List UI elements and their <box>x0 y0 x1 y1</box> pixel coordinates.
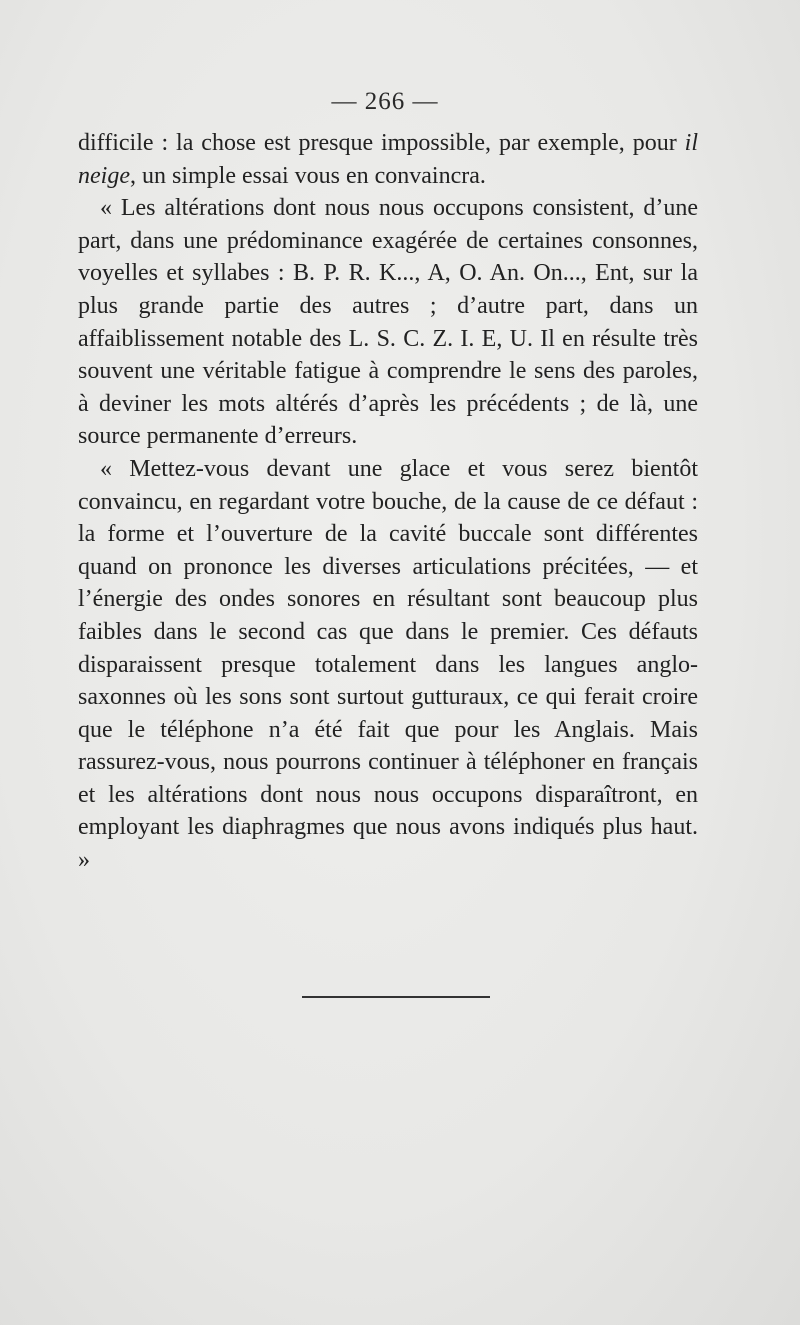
paragraph-1-end: , un simple essai vous en convaincra. <box>129 162 486 189</box>
paragraph-3: « Mettez-vous devant une glace et vous serez bientôt convaincu, en regardant votre bouche, de la cause de ce défaut : la forme et l’ouverture de la cavité buccale sont différentes quand on prononce les diverses articulations précitées, — et l’énergie des ondes sonores en résultant sont beaucoup plus faibles dans le second cas que dans le premier. Ces défauts disparaissent presque totalement dans les langues anglo-saxonnes où les sons sont surtout gutturaux, ce qui ferait croire que le téléphone n’a été fait que pour les Anglais. Mais rassurez-vous, nous pourrons continuer à téléphoner en français et les altérations dont nous nous occupons disparaîtront, en employant les diaphragmes que nous avons indiqués plus haut. » <box>78 455 698 874</box>
page-number: — 266 — <box>331 88 439 115</box>
body-text <box>78 127 698 877</box>
paragraph-1 <box>78 127 698 192</box>
end-rule <box>302 996 490 998</box>
italic-phrase: il neige <box>78 130 698 189</box>
paragraph-2: « Les altérations dont nous nous occupons consistent, d’une part, dans une prédominance exagérée de certaines consonnes, voyelles et syllabes : B. P. R. K..., A, O. An. On..., Ent, sur la plus grande partie des autres ; d’autre part, dans un affaiblissement notable des L. S. C. Z. I. E, U. Il en résulte très souvent une véritable fatigue à comprendre le sens des paroles, à deviner les mots altérés d’après les précédents ; de là, une source permanente d’erreurs. <box>78 195 698 450</box>
paragraph-1-start: difficile : la chose est presque impossible, par exemple, pour <box>78 130 685 156</box>
